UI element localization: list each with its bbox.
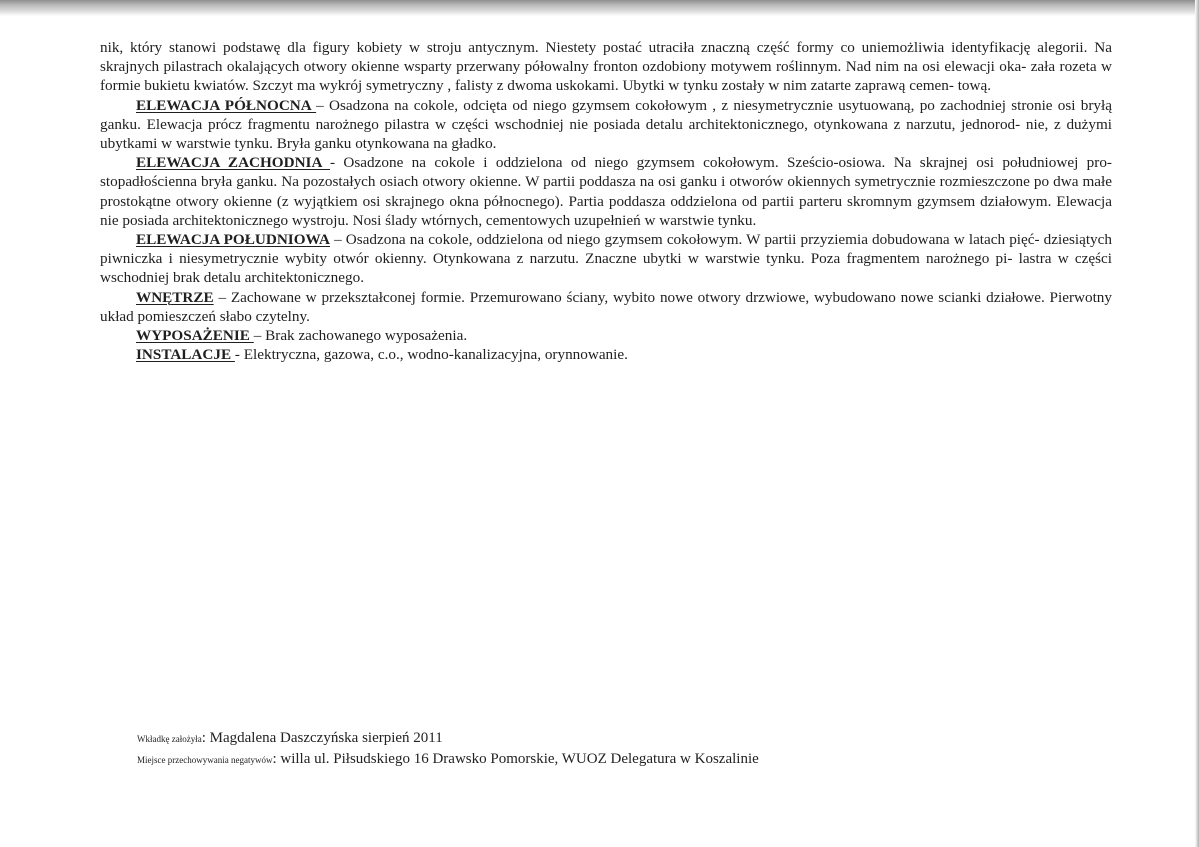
footer-storage: Miejsce przechowywania negatywów: willa ul. Piłsudskiego 16 Drawsko Pomorskie, WUOZ Delegatura w Koszalinie [137,751,759,767]
section-text: - Osadzone na cokole i oddzielona od niego gzymsem cokołowym. Sześcio-osiowa. Na skrajnej osi południowej pro- stopadłościenna bryła ganku. Na pozostałych osiach otwory okienne. W partii poddasza na osi ganku i otworów okiennych symetrycznie rozmieszczone po dwa małe prostokątne otwory okienne (z wyjątkiem osi skrajnego okna północnego). Partia poddasza oddzielona od partii parteru skromnym gzymsem działowym. Elewacja nie posiada architektonicznego wystroju. Nosi ślady wtórnych, cementowych uzupełnień w warstwie tynku. [100,154,1112,229]
section-heading: ELEWACJA POŁUDNIOWA [136,231,330,249]
footer-author-label: Wkładkę założyła [137,734,202,744]
scan-right-edge-shadow [1195,0,1199,847]
section-heading: WYPOSAŻENIE [136,327,254,345]
section-north-elevation [100,96,1112,154]
section-heading: WNĘTRZE [136,288,214,306]
footer-author-value: Magdalena Daszczyńska sierpień 2011 [209,730,443,746]
section-text: – Brak zachowanego wyposażenia. [253,327,468,345]
section-south-elevation [100,230,1112,288]
section-text: – Osadzona na cokole, oddzielona od niego gzymsem cokołowym. W partii przyziemia dobudowana w latach pięć- dziesiątych piwniczka i niesymetrycznie wybity otwór okienny. Otynkowana z narzutu. Znaczne ubytki w warstwie tynku. Poza fragmentem narożnego pi- lastra w części wschodniej brak detalu architektonicznego. [100,231,1112,287]
section-heading: ELEWACJA ZACHODNIA [136,154,330,172]
footer-storage-label: Miejsce przechowywania negatywów [137,755,273,765]
document-body [100,38,1112,364]
section-text: – Osadzona na cokole, odcięta od niego gzymsem cokołowym , z niesymetrycznie usytuowaną, po zachodniej stronie osi bryłą ganku. Elewacja prócz fragmentu narożnego pilastra w części wschodniej nie posiada detalu architektonicznego, otynkowana z narzutu, jednorod- nie, z dużymi ubytkami w warstwie tynku. Bryła ganku otynkowana na gładko. [100,96,1112,153]
section-heading: INSTALACJE [136,346,235,364]
intro-paragraph: nik, który stanowi podstawę dla figury kobiety w stroju antycznym. Niestety postać utraciła znaczną część formy co uniemożliwia identyfikację alegorii. Na skrajnych pilastrach okalających otwory okienne wsparty przerwany półowalny fronton ozdobiony motywem roślinnym. Nad nim na osi elewacji oka- zała rozeta w formie bukietu kwiatów. Szczyt ma wykrój symetryczny , falisty z dwoma uskokami. Ubytki w tynku zostały w nim zatarte zaprawą cemen- tową. [100,39,1112,95]
section-west-elevation [100,153,1112,230]
section-furnishings [100,326,1112,345]
section-text: – Zachowane w przekształconej formie. Przemurowano ściany, wybito nowe otwory drzwiowe, wybudowano nowe scianki działowe. Pierwotny układ pomieszczeń słabo czytelny. [100,288,1112,325]
section-installations [100,345,1112,364]
footer-author: Wkładkę założyła: Magdalena Daszczyńska sierpień 2011 [137,730,443,746]
section-heading: ELEWACJA PÓŁNOCNA [136,96,317,114]
section-interior [100,288,1112,326]
section-text: - Elektryczna, gazowa, c.o., wodno-kanalizacyjna, orynnowanie. [234,346,628,364]
footer-storage-value: willa ul. Piłsudskiego 16 Drawsko Pomorskie, WUOZ Delegatura w Koszalinie [280,751,759,767]
scan-top-edge-shadow [0,0,1199,16]
